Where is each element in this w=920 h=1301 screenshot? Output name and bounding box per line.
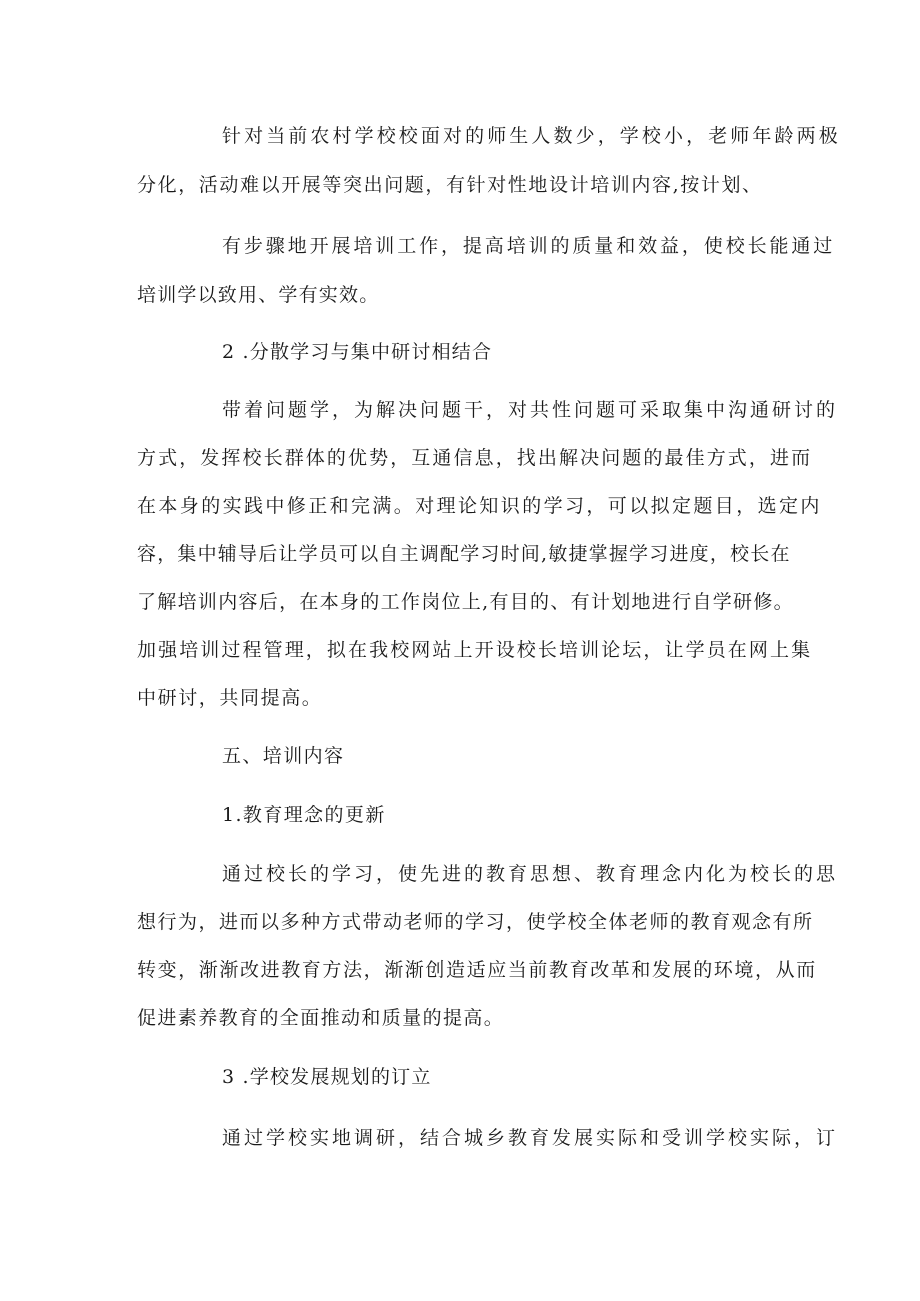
paragraph-line: 转变，渐渐改进教育方法，渐渐创造适应当前教育改革和发展的环境，从而	[137, 959, 817, 981]
paragraph-line: 中研讨，共同提高。	[137, 687, 323, 709]
section-heading: 2 .分散学习与集中研讨相结合	[222, 341, 493, 363]
section-heading: 3 .学校发展规划的订立	[222, 1066, 432, 1088]
paragraph-line: 通过校长的学习，使先进的教育思想、教育理念内化为校长的思	[222, 863, 839, 885]
paragraph-line: 通过学校实地调研，结合城乡教育发展实际和受训学校实际，订	[222, 1127, 839, 1149]
paragraph-line: 在本身的实践中修正和完满。对理论知识的学习，可以拟定题目，选定内	[137, 495, 822, 517]
paragraph-line: 培训学以致用、学有实效。	[137, 284, 380, 306]
paragraph-line: 方式，发挥校长群体的优势，互通信息，找出解决问题的最佳方式，进而	[137, 447, 813, 469]
section-heading: 五、培训内容	[222, 745, 345, 767]
paragraph-line: 加强培训过程管理，拟在我校网站上开设校长培训论坛，让学员在网上集	[137, 639, 813, 661]
paragraph-line: 想行为，进而以多种方式带动老师的学习，使学校全体老师的教育观念有所	[137, 911, 814, 933]
paragraph-line: 了解培训内容后，在本身的工作岗位上,有目的、有计划地进行自学研修。	[137, 591, 794, 613]
paragraph-line: 针对当前农村学校校面对的师生人数少，学校小，老师年龄两极	[222, 125, 841, 147]
section-heading: 1.教育理念的更新	[222, 804, 386, 826]
paragraph-line: 促进素养教育的全面推动和质量的提高。	[137, 1007, 505, 1029]
paragraph-line: 带着问题学，为解决问题干，对共性问题可采取集中沟通研讨的	[222, 399, 839, 421]
paragraph-line: 容，集中辅导后让学员可以自主调配学习时间,敏捷掌握学习进度，校长在	[137, 543, 791, 565]
paragraph-line: 分化，活动难以开展等突出问题，有针对性地设计培训内容,按计划、	[137, 174, 763, 196]
paragraph-line: 有步骤地开展培训工作，提高培训的质量和效益，使校长能通过	[222, 235, 836, 257]
